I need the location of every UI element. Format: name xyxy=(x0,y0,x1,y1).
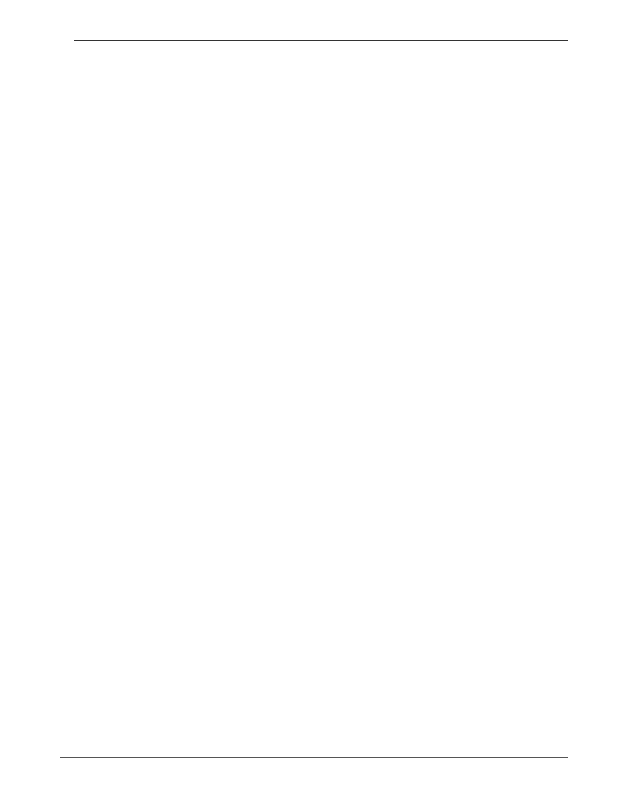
running-header xyxy=(74,22,568,41)
column-header-row xyxy=(74,82,568,94)
footer-rule xyxy=(60,757,568,758)
balance-sheet-table xyxy=(74,82,568,94)
